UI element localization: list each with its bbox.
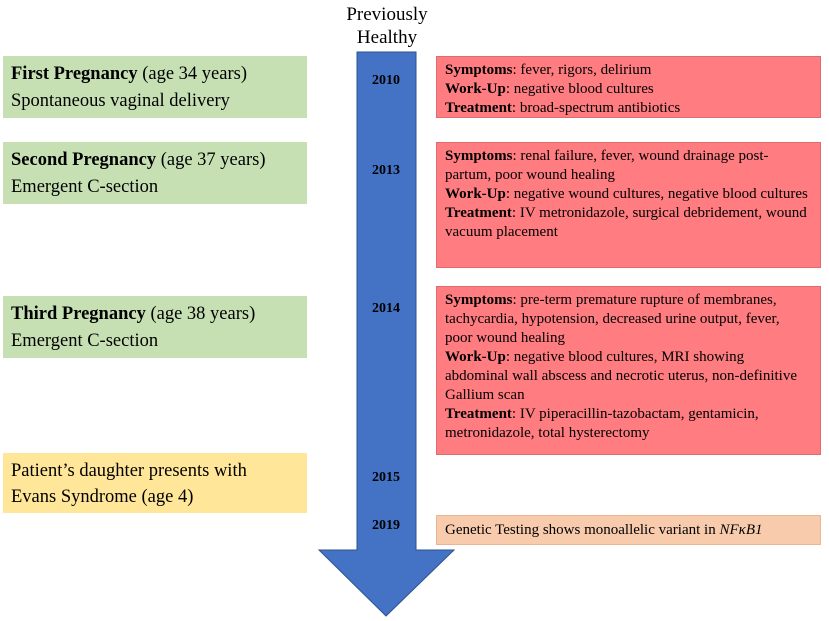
daughter-line2: Evans Syndrome (age 4) <box>11 487 194 507</box>
year-label-2014: 2014 <box>372 301 400 316</box>
event-2013-workup: : negative wound cultures, negative blood cultures <box>505 186 808 202</box>
second-pregnancy-delivery: Emergent C-section <box>11 177 159 197</box>
first-pregnancy-age: (age 34 years) <box>137 64 247 84</box>
event-box-2010 <box>436 56 821 118</box>
daughter-line1: Patient’s daughter presents with <box>11 461 247 481</box>
second-pregnancy-title: Second Pregnancy <box>11 150 157 170</box>
event-2014-symptoms-label: Symptoms <box>445 292 513 308</box>
first-pregnancy-delivery: Spontaneous vaginal delivery <box>11 91 230 111</box>
event-2013-symptoms: : renal failure, fever, wound drainage post-partum, poor wound healing <box>445 148 769 183</box>
event-2010-treatment: : broad-spectrum antibiotics <box>511 100 681 116</box>
header-label <box>330 3 444 49</box>
genetic-testing-box <box>436 515 821 545</box>
event-2014-workup-label: Work-Up <box>445 349 506 365</box>
event-box-2013 <box>436 142 821 268</box>
daughter-box <box>3 453 307 513</box>
event-box-2014 <box>436 286 821 455</box>
first-pregnancy-box <box>3 56 307 118</box>
header-line1: Previously <box>346 4 428 25</box>
year-label-2019: 2019 <box>372 518 400 533</box>
second-pregnancy-age: (age 37 years) <box>156 150 266 170</box>
event-2014-symptoms: : pre-term premature rupture of membranes, tachycardia, hypotension, decreased urine output, fever, poor wound healing <box>445 292 780 346</box>
event-2013-treatment: : IV metronidazole, surgical debridement, wound vacuum placement <box>445 205 807 240</box>
event-2010-treatment-label: Treatment <box>445 100 512 116</box>
second-pregnancy-box <box>3 142 307 204</box>
year-label-2015: 2015 <box>372 470 400 485</box>
genetic-testing-gene: NFκB1 <box>719 522 763 538</box>
year-label-2013: 2013 <box>372 163 400 178</box>
genetic-testing-text: Genetic Testing shows monoallelic variant in <box>445 522 720 538</box>
third-pregnancy-title: Third Pregnancy <box>11 304 146 324</box>
event-2013-treatment-label: Treatment <box>445 205 512 221</box>
event-2013-symptoms-label: Symptoms <box>445 148 513 164</box>
first-pregnancy-title: First Pregnancy <box>11 64 138 84</box>
event-2010-symptoms-label: Symptoms <box>445 62 513 78</box>
third-pregnancy-delivery: Emergent C-section <box>11 331 159 351</box>
event-2014-treatment: : IV piperacillin-tazobactam, gentamicin, metronidazole, total hysterectomy <box>445 406 759 441</box>
third-pregnancy-age: (age 38 years) <box>145 304 256 324</box>
event-2014-workup: : negative blood cultures, MRI showing abdominal wall abscess and necrotic uterus, non-definitive Gallium scan <box>445 349 797 403</box>
event-2013-workup-label: Work-Up <box>445 186 506 202</box>
event-2010-symptoms: : fever, rigors, delirium <box>512 62 652 78</box>
year-label-2010: 2010 <box>372 73 400 88</box>
event-2010-workup: : negative blood cultures <box>505 81 654 97</box>
header-line2: Healthy <box>356 27 418 48</box>
third-pregnancy-box <box>3 296 307 358</box>
event-2014-treatment-label: Treatment <box>445 406 512 422</box>
event-2010-workup-label: Work-Up <box>445 81 506 97</box>
